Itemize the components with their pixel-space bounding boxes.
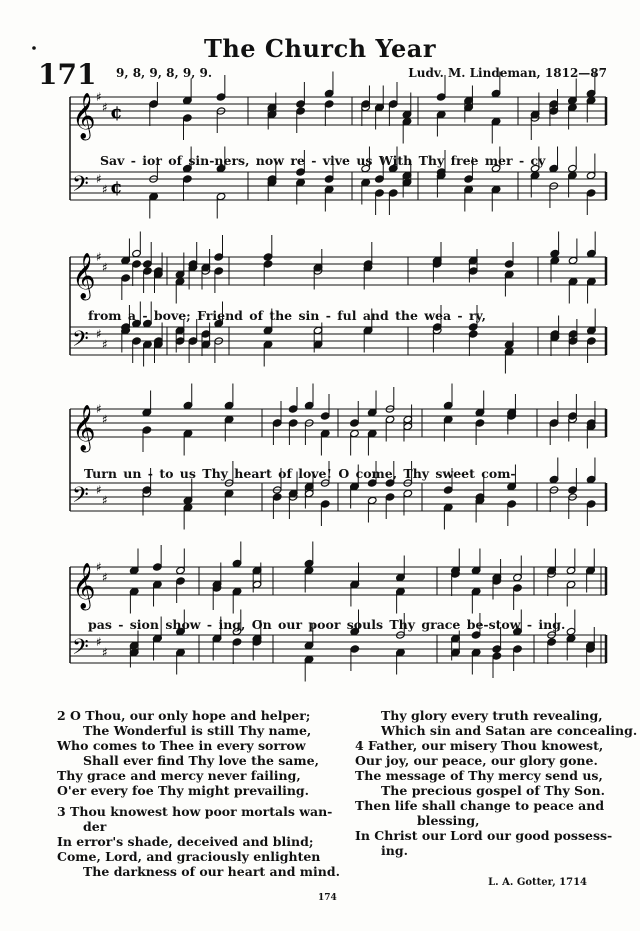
verse-line: Our joy, our peace, our glory gone.: [355, 753, 598, 768]
hymn-number: 171: [38, 58, 97, 91]
key-signature-sharp: ♯: [102, 260, 108, 275]
key-signature-sharp: ♯: [102, 337, 108, 352]
lyric-line-1: Sav - ior of sin-ners, now re - vive us With Thy free mer - cy: [100, 153, 546, 168]
bass-clef: 𝄢: [72, 172, 89, 202]
key-signature-sharp: ♯: [102, 493, 108, 508]
verse-line: ing.: [381, 843, 408, 858]
verse-line: Who comes to Thee in every sorrow: [57, 738, 306, 753]
lyric-line-2: from a - bove; Friend of the sin - ful and the wea - ry,: [88, 308, 486, 323]
treble-clef: 𝄞: [72, 563, 96, 609]
verse-line: 2 O Thou, our only hope and helper;: [57, 708, 311, 723]
treble-clef: 𝄞: [72, 405, 96, 451]
meter: 9, 8, 9, 8, 9, 9.: [116, 66, 213, 80]
key-signature-sharp: ♯: [102, 100, 108, 115]
verse-line: Shall ever find Thy love the same,: [83, 753, 319, 768]
verse-line: The darkness of our heart and mind.: [83, 864, 340, 879]
key-signature-sharp: ♯: [102, 182, 108, 197]
time-signature: ¢: [110, 177, 123, 198]
key-signature-sharp: ♯: [96, 327, 102, 341]
verse-line: 4 Father, our misery Thou knowest,: [355, 738, 604, 753]
verse-line: Thy grace and mercy never failing,: [57, 768, 301, 783]
verses-right-column: [355, 708, 637, 858]
key-signature-sharp: ♯: [96, 402, 102, 416]
text-attribution: L. A. Gotter, 1714: [488, 877, 587, 888]
verse-line: In Christ our Lord our good possess-: [355, 828, 613, 843]
key-signature-sharp: ♯: [96, 560, 102, 574]
treble-clef: 𝄞: [72, 93, 96, 139]
key-signature-sharp: ♯: [96, 250, 102, 264]
time-signature: ¢: [110, 102, 123, 123]
key-signature-sharp: ♯: [102, 570, 108, 585]
key-signature-sharp: ♯: [102, 412, 108, 427]
verse-line: O'er every foe Thy might prevailing.: [57, 783, 309, 798]
lyric-line-3: Turn un - to us Thy heart of love! O come, Thy sweet com-: [84, 466, 516, 481]
verse-line: Come, Lord, and graciously enlighten: [57, 849, 321, 864]
verse-line: The precious gospel of Thy Son.: [381, 783, 605, 798]
verse-line: Then life shall change to peace and: [355, 798, 605, 813]
verse-line: The message of Thy mercy send us,: [355, 768, 603, 783]
verse-line: der: [83, 819, 107, 834]
key-signature-sharp: ♯: [96, 635, 102, 649]
verse-line: 3 Thou knowest how poor mortals wan-: [57, 804, 333, 819]
verse-line: Thy glory every truth revealing,: [381, 708, 603, 723]
key-signature-sharp: ♯: [96, 483, 102, 497]
verse-line: The Wonderful is still Thy name,: [83, 723, 312, 738]
verse-line: blessing,: [417, 813, 480, 828]
lyric-line-4: pas - sion show - ing, On our poor souls Thy grace be-stow - ing.: [88, 617, 566, 632]
page-mark: [32, 46, 36, 50]
verse-line: In error's shade, deceived and blind;: [57, 834, 314, 849]
composer-credit: Ludv. M. Lindeman, 1812—87: [408, 66, 607, 80]
treble-clef: 𝄞: [72, 253, 96, 299]
bass-clef: 𝄢: [72, 327, 89, 357]
key-signature-sharp: ♯: [96, 172, 102, 186]
verses-left-column: [57, 708, 340, 879]
key-signature-sharp: ♯: [96, 90, 102, 104]
verse-line: Which sin and Satan are concealing.: [381, 723, 638, 738]
page-number: 174: [318, 893, 337, 903]
key-signature-sharp: ♯: [102, 645, 108, 660]
bass-clef: 𝄢: [72, 483, 89, 513]
bass-clef: 𝄢: [72, 635, 89, 665]
page-title: The Church Year: [203, 34, 436, 63]
